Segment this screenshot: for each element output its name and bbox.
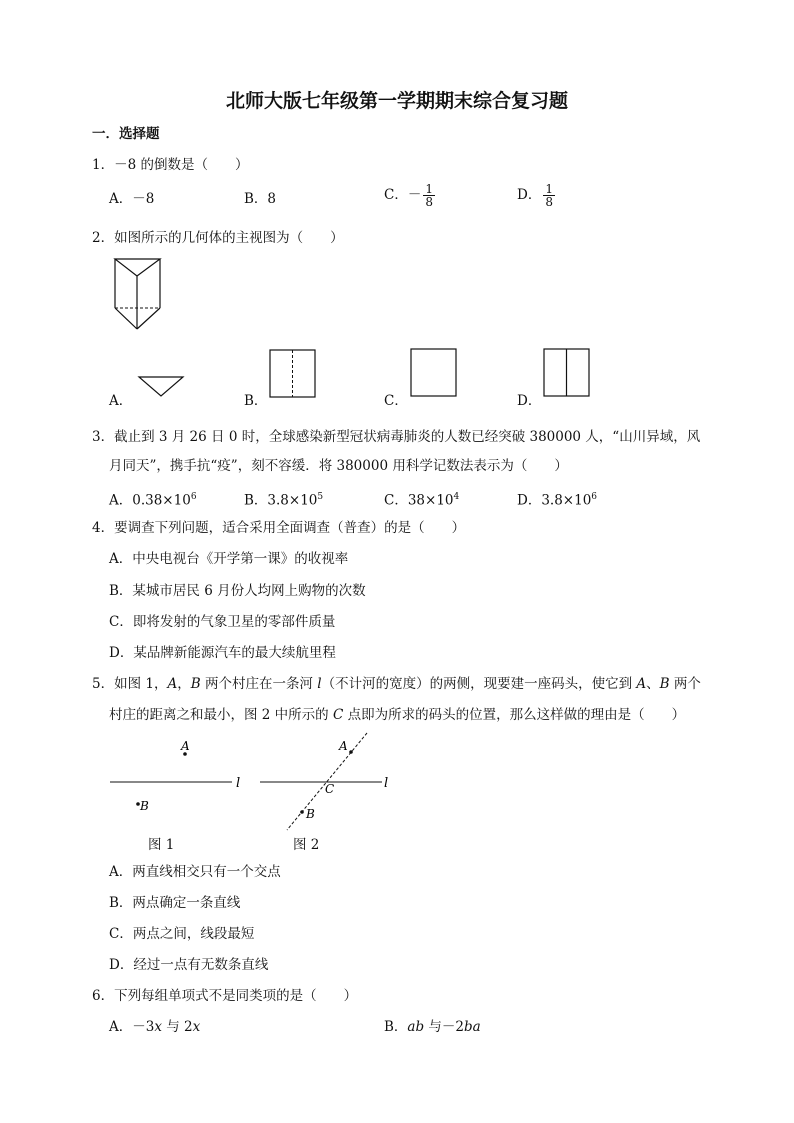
- q5-figure-1: [105, 738, 255, 818]
- q5-figure-2: [255, 730, 395, 835]
- q3-option-d: [517, 488, 597, 510]
- figure-2-caption: 图 2: [293, 837, 320, 853]
- q5-l1-A2: A: [636, 676, 647, 692]
- label-b: B: [140, 799, 149, 813]
- q1-d-denominator: 8: [545, 195, 553, 209]
- q5-option-a: A．两直线相交只有一个交点: [109, 864, 281, 880]
- q5-l1-p4: （不计河的宽度）的两侧，现要建一座码头，使它到: [321, 676, 637, 692]
- q6-a-p2: 与 2: [161, 1019, 193, 1035]
- q1-option-c: [384, 183, 435, 208]
- q5-l1-l: l: [317, 676, 322, 692]
- q4-stem: 4．要调查下列问题，适合采用全面调查（普查）的是（ ）: [92, 520, 466, 536]
- q4-option-a: A．中央电视台《开学第一课》的收视率: [109, 551, 349, 567]
- q5-l1-p3: 两个村庄在一条河: [200, 676, 318, 692]
- q2-option-c-square: [410, 348, 458, 398]
- label-l: l: [236, 776, 241, 791]
- q3-d-base: D．3.8×10: [517, 492, 592, 509]
- q5-l2-C: C: [332, 707, 344, 723]
- q1-c-numerator: 1: [425, 182, 433, 196]
- point-b: [300, 810, 304, 814]
- q6-option-b: [384, 1018, 481, 1036]
- q1-option-a: A．－8: [109, 191, 155, 207]
- q2-stem: 2．如图所示的几何体的主视图为（ ）: [92, 230, 344, 246]
- q6-b-ab: ab: [407, 1019, 425, 1035]
- q5-l2-p2: 点即为所求的码头的位置，那么这样做的理由是（ ）: [343, 707, 686, 723]
- q5-option-d: D．经过一点有无数条直线: [109, 957, 269, 973]
- q6-a-p1: A．－3: [109, 1019, 155, 1035]
- q6-a-x1: x: [154, 1019, 162, 1035]
- q5-stem-line2: [109, 706, 685, 724]
- q5-l1-B2: B: [659, 676, 670, 692]
- q3-option-b: [244, 488, 323, 510]
- label-l: l: [384, 776, 389, 791]
- q2-option-b-label: B．: [244, 393, 268, 409]
- q1-option-b: B．8: [244, 191, 277, 207]
- q1-c-denominator: 8: [425, 195, 433, 209]
- q3-option-a: [109, 488, 197, 510]
- figure-1-caption: 图 1: [148, 837, 175, 853]
- q3-c-exponent: 4: [453, 492, 460, 502]
- q6-a-x2: x: [192, 1019, 201, 1035]
- q4-option-b: B．某城市居民 6 月份人均网上购物的次数: [109, 583, 366, 599]
- q3-a-base: A．0.38×10: [109, 492, 191, 509]
- q1-option-d-prefix: D．: [517, 187, 542, 203]
- q6-b-p1: B．: [384, 1019, 408, 1035]
- q5-l1-p2: ，: [177, 676, 191, 692]
- q3-a-exponent: 6: [190, 492, 197, 502]
- q2-option-d-rect-solid: [543, 348, 591, 398]
- q6-b-p2: 与－2: [424, 1019, 465, 1035]
- q3-stem-line2: 月同天”，携手抗“疫”，刻不容缓．将 380000 用科学记数法表示为（ ）: [109, 458, 568, 474]
- q3-b-base: B．3.8×10: [244, 492, 318, 509]
- q6-b-ba: ba: [464, 1019, 481, 1035]
- q1-option-c-fraction: [423, 183, 435, 208]
- q2-option-a-triangle: [138, 376, 186, 398]
- q4-option-c: C．即将发射的气象卫星的零部件质量: [109, 614, 336, 630]
- q3-b-exponent: 5: [317, 492, 324, 502]
- q5-l1-B: B: [190, 676, 201, 692]
- section-heading: 一．选择题: [92, 126, 160, 142]
- page-title: 北师大版七年级第一学期期末综合复习题: [225, 90, 568, 112]
- q5-stem-line1: [92, 675, 701, 693]
- q4-option-d: D．某品牌新能源汽车的最大续航里程: [109, 645, 336, 661]
- q2-option-b-rect-dashed: [269, 349, 317, 399]
- q1-option-d: [517, 183, 555, 208]
- q5-l1-p6: 两个: [669, 676, 701, 692]
- q1-option-d-fraction: [543, 183, 555, 208]
- label-a: A: [339, 739, 348, 753]
- q1-stem: 1．－8 的倒数是（ ）: [92, 157, 249, 173]
- q5-option-c: C．两点之间，线段最短: [109, 926, 255, 942]
- q3-c-base: C．38×10: [384, 492, 454, 509]
- point-a: [349, 750, 353, 754]
- q3-option-c: [384, 488, 459, 510]
- q5-option-b: B．两点确定一条直线: [109, 895, 241, 911]
- q6-option-a: [109, 1018, 200, 1036]
- q5-l1-p1: 5．如图 1，: [92, 676, 168, 692]
- q3-d-exponent: 6: [591, 492, 598, 502]
- q1-d-numerator: 1: [545, 182, 553, 196]
- q5-l1-A: A: [167, 676, 178, 692]
- q3-stem-line1: 3．截止到 3 月 26 日 0 时，全球感染新型冠状病毒肺炎的人数已经突破 380000 人，“山川异域，风: [92, 429, 701, 445]
- q2-option-d-label: D．: [517, 393, 542, 409]
- label-b: B: [306, 807, 315, 821]
- q2-option-a-label: A．: [109, 393, 133, 409]
- q6-stem: 6．下列每组单项式不是同类项的是（ ）: [92, 988, 358, 1004]
- prism-figure: [108, 256, 168, 332]
- q5-l1-p5: 、: [646, 676, 660, 692]
- q5-l2-p1: 村庄的距离之和最小，图 2 中所示的: [109, 707, 333, 723]
- q1-option-c-prefix: C．－: [384, 187, 422, 203]
- q2-option-c-label: C．: [384, 393, 408, 409]
- label-c: C: [325, 782, 335, 796]
- label-a: A: [181, 739, 190, 753]
